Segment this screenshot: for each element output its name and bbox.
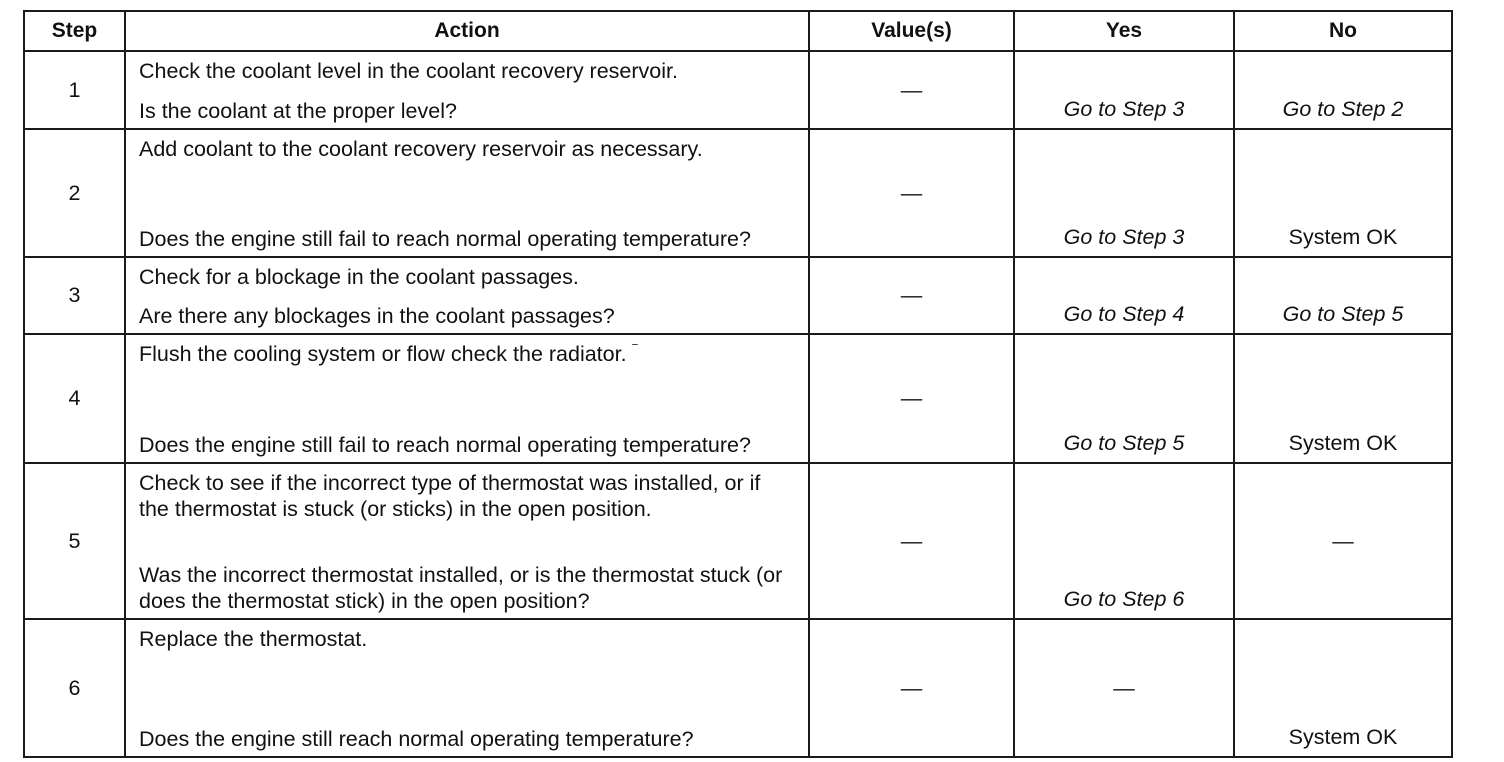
value-cell: — — [809, 463, 1014, 619]
header-no: No — [1234, 11, 1452, 51]
action-cell — [125, 51, 809, 129]
no-result: — — [1234, 463, 1452, 619]
table-row — [24, 463, 1452, 619]
step-number: 2 — [24, 129, 125, 257]
step-number: 6 — [24, 619, 125, 757]
no-result: System OK — [1234, 129, 1452, 257]
value-cell: — — [809, 257, 1014, 334]
header-action: Action — [125, 11, 809, 51]
action-cell — [125, 257, 809, 334]
action-question: Does the engine still reach normal operating temperature? — [139, 727, 694, 751]
action-instruction: Flush the cooling system or flow check the radiator. — [139, 342, 627, 366]
yes-result: Go to Step 3 — [1014, 129, 1234, 257]
action-instruction: Add coolant to the coolant recovery reservoir as necessary. — [139, 137, 703, 161]
table-row — [24, 257, 1452, 334]
step-number: 1 — [24, 51, 125, 129]
action-cell — [125, 463, 809, 619]
yes-result: Go to Step 5 — [1014, 334, 1234, 463]
value-cell: — — [809, 51, 1014, 129]
no-result: Go to Step 2 — [1234, 51, 1452, 129]
action-instruction: Check the coolant level in the coolant recovery reservoir. — [139, 59, 678, 83]
header-row — [24, 11, 1452, 51]
table-row — [24, 334, 1452, 463]
action-instruction: Check for a blockage in the coolant passages. — [139, 265, 579, 289]
action-instruction: Replace the thermostat. — [139, 627, 368, 651]
no-result: Go to Step 5 — [1234, 257, 1452, 334]
step-number: 5 — [24, 463, 125, 619]
action-cell — [125, 619, 809, 757]
action-question: Was the incorrect thermostat installed, or is the thermostat stuck (or does the thermostat stick) in the open position? — [139, 563, 783, 613]
action-question: Does the engine still fail to reach normal operating temperature? — [139, 227, 751, 251]
yes-result: — — [1014, 619, 1234, 757]
table-row — [24, 619, 1452, 757]
action-instruction: Check to see if the incorrect type of thermostat was installed, or if the thermostat is stuck (or sticks) in the open position. — [139, 471, 761, 521]
header-values: Value(s) — [809, 11, 1014, 51]
header-step: Step — [24, 11, 125, 51]
value-cell: — — [809, 619, 1014, 757]
yes-result: Go to Step 6 — [1014, 463, 1234, 619]
table-row — [24, 51, 1452, 129]
header-yes: Yes — [1014, 11, 1234, 51]
yes-result: Go to Step 4 — [1014, 257, 1234, 334]
action-cell — [125, 129, 809, 257]
value-cell: — — [809, 129, 1014, 257]
table-row — [24, 129, 1452, 257]
no-result: System OK — [1234, 334, 1452, 463]
action-question: Does the engine still fail to reach normal operating temperature? — [139, 433, 751, 457]
action-question: Are there any blockages in the coolant passages? — [139, 304, 615, 328]
value-cell: — — [809, 334, 1014, 463]
diagnostic-table — [23, 10, 1453, 758]
stray-mark: ‾ — [632, 342, 638, 358]
yes-result: Go to Step 3 — [1014, 51, 1234, 129]
action-question: Is the coolant at the proper level? — [139, 99, 457, 123]
action-cell — [125, 334, 809, 463]
step-number: 3 — [24, 257, 125, 334]
step-number: 4 — [24, 334, 125, 463]
no-result: System OK — [1234, 619, 1452, 757]
